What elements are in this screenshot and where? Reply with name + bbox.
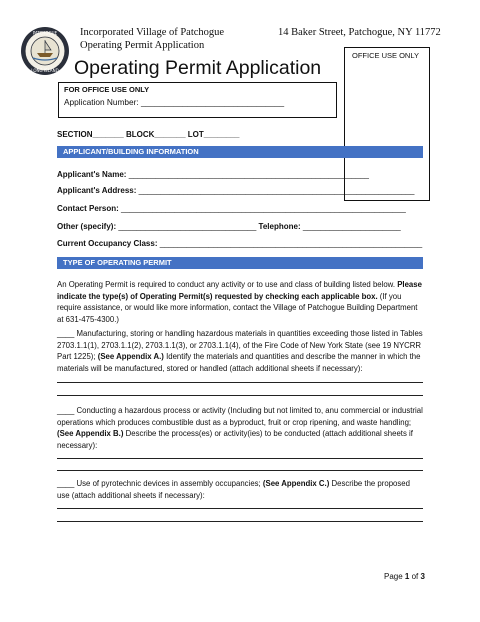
applicant-name-row [57,170,369,179]
other-specify-label: Other (specify): [57,222,117,231]
occupancy-class-row [57,239,422,248]
item2-checkbox-blank[interactable]: ____ [57,406,75,415]
applicant-name-field[interactable]: ______________________________________________________ [128,170,369,179]
application-number-row [64,97,284,107]
lot-label: LOT [187,130,204,139]
item2-text: Conducting a hazardous process or activity (Including but not limited to, anu commercial or industrial operations which produces combustible dust as a byproduct, fruit or crop ripening, and waste handling; [57,406,423,427]
page-title: Operating Permit Application [74,57,322,79]
item3-answer-line-2[interactable] [57,521,423,522]
other-telephone-row [57,222,401,231]
header-subtitle: Operating Permit Application [80,40,205,51]
item3-checkbox-blank[interactable]: ____ [57,479,75,488]
permit-type-heading: TYPE OF OPERATING PERMIT [57,257,423,269]
item2-answer-line-1[interactable] [57,458,423,459]
intro-bold-text: Please indicate the type(s) of Operating Permit(s) requested by checking each applicable box. [57,280,422,301]
applicant-address-row [57,186,415,195]
contact-person-field[interactable]: ________________________________________________________________ [121,204,406,213]
applicant-section-heading: APPLICANT/BUILDING INFORMATION [57,146,423,158]
item2-answer-line-2[interactable] [57,470,423,471]
telephone-field[interactable]: ______________________ [302,222,401,231]
applicant-address-label: Applicant's Address: [57,186,137,195]
of-word: of [411,572,419,581]
village-seal-logo [20,26,70,76]
block-label: BLOCK [125,130,155,139]
application-number-label: Application Number: [64,97,139,107]
page-number [384,572,425,581]
permit-intro-paragraph [57,279,423,325]
item2-appendix: (See Appendix B.) [57,429,124,439]
applicant-name-label: Applicant's Name: [57,170,127,179]
permit-item-3 [57,478,423,501]
item3-tail: Describe the proposed use (attach additional sheets if necessary): [57,479,410,500]
lot-field[interactable]: ________ [203,130,240,139]
page-word: Page [384,572,403,581]
village-address: 14 Baker Street, Patchogue, NY 11772 [278,27,441,38]
contact-person-label: Contact Person: [57,204,119,213]
header-left [80,26,224,52]
seal-text-top: PATCHOGUE [32,30,58,36]
item3-text: Use of pyrotechnic devices in assembly occupancies; [76,479,261,488]
intro-tail-text: (If you require assistance, or would like more information, contact the Village of Patchogue Building Department at 631-475-4300.) [57,291,418,324]
total-pages: 3 [420,572,425,581]
office-use-label: OFFICE USE ONLY [352,51,419,60]
item3-answer-line-1[interactable] [57,508,423,509]
item1-answer-line-2[interactable] [57,395,423,396]
item1-appendix: (See Appendix A.) [97,352,164,362]
application-number-field[interactable]: _______________________________ [141,97,285,107]
other-specify-field[interactable]: _______________________________ [118,222,257,231]
permit-item-2 [57,405,423,451]
for-office-use-title: FOR OFFICE USE ONLY [64,85,150,94]
occupancy-class-label: Current Occupancy Class: [57,239,158,248]
item1-checkbox-blank[interactable]: ____ [57,329,75,338]
seal-text-bottom: LONG ISLAND [31,68,59,73]
village-name: Incorporated Village of Patchogue [80,27,225,38]
current-page: 1 [404,572,410,581]
section-label: SECTION [57,130,93,139]
applicant-address-field[interactable]: ______________________________________________________________ [138,186,415,195]
contact-person-row [57,204,406,213]
telephone-label: Telephone: [258,222,301,231]
section-field[interactable]: _______ [92,130,124,139]
item1-tail: Identify the materials and quantities and describe the manner in which the materials will be manufactured, stored or handled (attach additional sheets if necessary): [57,352,421,373]
section-block-lot-row [57,130,239,139]
occupancy-class-field[interactable]: ___________________________________________________________ [159,239,423,248]
item2-tail: Describe the process(es) or activity(ies) to be conducted (attach additional sheets if necessary): [57,429,413,450]
permit-item-1 [57,328,423,374]
block-field[interactable]: _______ [154,130,186,139]
intro-plain-text: An Operating Permit is required to conduct any activity or to use and class of building listed below. [57,280,396,289]
item1-answer-line-1[interactable] [57,382,423,383]
item1-text: Manufacturing, storing or handling hazardous materials in quantities exceeding those listed in Tables 2703.1.1(1), 2703.1.1(2), 2703.1.1(3), or 2703.1.1(4), of the Fire Code of New York State (see 19 NYCRR Part 1225); [57,329,423,362]
item3-appendix: (See Appendix C.) [262,479,330,488]
